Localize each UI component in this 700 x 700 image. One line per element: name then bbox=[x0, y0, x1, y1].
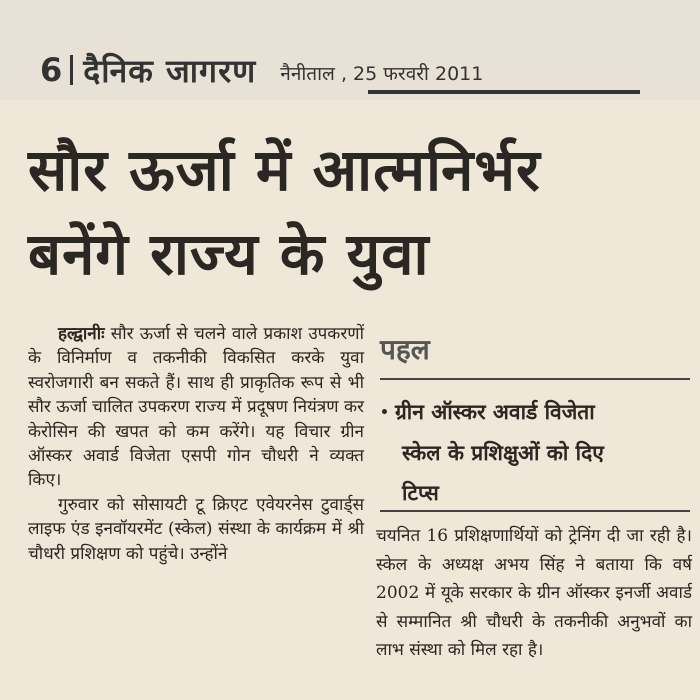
pullout-line-3: टिप्स bbox=[402, 481, 439, 505]
right-column-paragraph: चयनित 16 प्रशिक्षणार्थियों को ट्रेनिंग दी जा रही है। स्केल के अध्यक्ष अभय सिंह ने बताया कि वर्ष 2002 में यूके सरकार के ग्रीन ऑस्कर इनर्जी अवार्ड से सम्मानित श्री चौधरी के तकनीकी अनुभवों का लाभ संस्था को मिल रहा है। bbox=[376, 526, 692, 661]
article-left-column bbox=[28, 322, 364, 566]
bullet-icon: • bbox=[380, 405, 389, 421]
pullout-line-1: ग्रीन ऑस्कर अवार्ड विजेता bbox=[394, 400, 595, 424]
section-title: पहल bbox=[380, 333, 430, 366]
sidebar-rule-top bbox=[380, 378, 690, 380]
paragraph-1-text: सौर ऊर्जा से चलने वाले प्रकाश उपकरणों के विनिर्माण व तकनीकी विकसित करके युवा स्वरोजगारी बन सकते हैं। साथ ही प्राकृतिक रूप से भी सौर ऊर्जा चालित उपकरण राज्य में प्रदूषण नियंत्रण कर केरोसिन की खपत को कम करेंगे। यह विचार ग्रीन ऑस्कर अवार्ड विजेता एसपी गोन चौधरी ने व्यक्त किए। bbox=[28, 324, 364, 491]
edition-dateline: नैनीताल , 25 फरवरी 2011 bbox=[280, 63, 484, 85]
page-number: 6 bbox=[40, 51, 63, 89]
sidebar-rule-bottom bbox=[380, 510, 690, 512]
pullout-quote bbox=[380, 392, 680, 513]
article-paragraph-1 bbox=[28, 322, 364, 493]
masthead-divider bbox=[70, 55, 73, 85]
article-paragraph-2: गुरुवार को सोसायटी टू क्रिएट एवेयरनेस टुवार्ड्स लाइफ एंड इनवॉयरमेंट (स्केल) संस्था के कार्यक्रम में श्री चौधरी प्रशिक्षण को पहुंचे। उन्होंने bbox=[28, 494, 364, 564]
headline bbox=[28, 128, 688, 296]
headline-line-2: बनेंगे राज्य के युवा bbox=[28, 220, 430, 288]
headline-line-1: सौर ऊर्जा में आत्मनिर्भर bbox=[28, 136, 541, 204]
article-right-column bbox=[376, 522, 692, 665]
article-dateline: हल्द्वानीः bbox=[58, 324, 105, 344]
newspaper-name: दैनिक जागरण bbox=[83, 51, 257, 90]
masthead-rule bbox=[368, 90, 640, 94]
pullout-line-2: स्केल के प्रशिक्षुओं को दिए bbox=[402, 441, 604, 465]
